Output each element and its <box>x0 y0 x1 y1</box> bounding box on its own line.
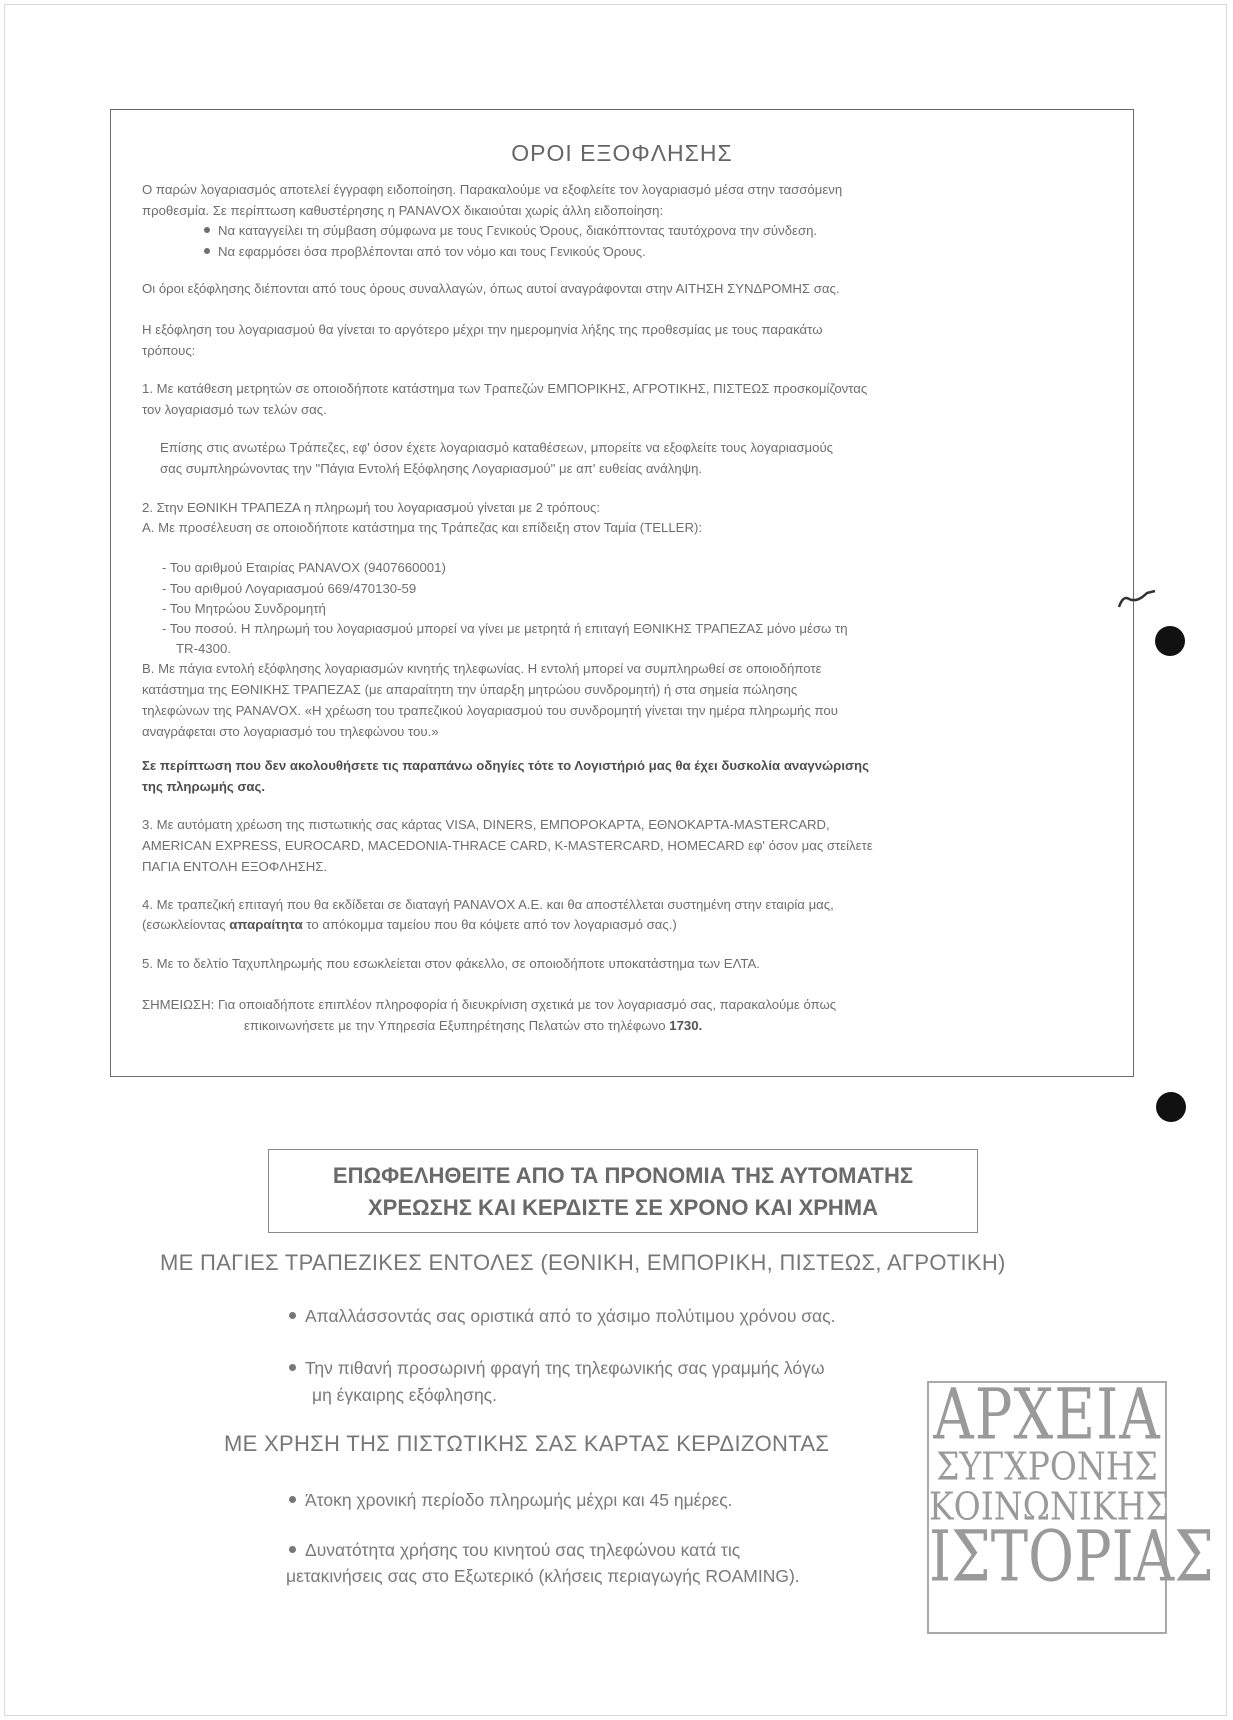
warning-line-1: Σε περίπτωση που δεν ακολουθήσετε τις παραπάνω οδηγίες τότε το Λογιστήριό μας θα έχει δυσκολία αναγνώρισης <box>142 758 869 773</box>
bullet-icon <box>289 1496 296 1503</box>
bullet-terminate <box>204 220 817 241</box>
item2-b-line-2: κατάστημα της ΕΘΝΙΚΗΣ ΤΡΑΠΕΖΑΣ (με απαραίτητη την ύπαρξη μητρώου συνδρομητή) ή στα σημεία πώλησης <box>142 682 798 697</box>
bullet-icon <box>204 248 210 254</box>
item4-text-bold: απαραίτητα <box>229 917 303 932</box>
item4-text-post: το απόκομμα ταμείου που θα κόψετε από τον λογαριασμό σας.) <box>302 917 677 932</box>
dash-subscriber-registry: - Του Μητρώου Συνδρομητή <box>162 601 326 616</box>
note-phone: 1730. <box>669 1018 703 1033</box>
payment-line-2: τρόπους: <box>142 343 196 358</box>
bullet-law <box>204 241 646 262</box>
item2-b-line-3: τηλεφώνων της PANAVOX. «Η χρέωση του τραπεζικού λογαριασμού του συνδρομητή γίνεται την ημέρα πληρωμής που <box>142 703 838 718</box>
note-line-1: ΣΗΜΕΙΩΣΗ: Για οποιαδήποτε επιπλέον πληροφορία ή διευκρίνιση σχετικά με τον λογαριασμό σας, παρακαλούμε όπως <box>142 997 837 1012</box>
credit-card-heading: ΜΕ ΧΡΗΣΗ ΤΗΣ ΠΙΣΤΩΤΙΚΗΣ ΣΑΣ ΚΑΡΤΑΣ ΚΕΡΔΙΖΟΝΤΑΣ <box>224 1431 830 1456</box>
bullet-icon <box>289 1364 296 1371</box>
credit-card-bullet-2-text: Δυνατότητα χρήσης του κινητού σας τηλεφώνου κατά τις <box>305 1540 741 1560</box>
item2-b-line-4: αναγράφεται στο λογαριασμό του τηλεφώνου του.» <box>142 724 439 739</box>
intro-line-1: Ο παρών λογαριασμός αποτελεί έγγραφη ειδοποίηση. Παρακαλούμε να εξοφλείτε τον λογαριασμό μέσα στην τασσόμενη <box>142 182 843 197</box>
promo-line-2: ΧΡΕΩΣΗΣ ΚΑΙ ΚΕΡΔΙΣΤΕ ΣΕ ΧΡΟΝΟ ΚΑΙ ΧΡΗΜΑ <box>367 1195 879 1220</box>
dash-amount-line-1: - Του ποσού. Η πληρωμή του λογαριασμού μπορεί να γίνει με μετρητά ή επιταγή ΕΘΝΙΚΗΣ ΤΡΑΠΕΖΑΣ μόνο μέσω τη <box>162 621 848 636</box>
payment-terms-box <box>110 109 1134 1077</box>
archive-stamp <box>927 1374 1214 1634</box>
credit-card-bullet-2 <box>289 1537 740 1564</box>
pen-mark <box>1115 585 1159 611</box>
dash-company-number: - Του αριθμού Εταιρίας PANAVOX (9407660001) <box>162 560 446 575</box>
standing-orders-heading: ΜΕ ΠΑΓΙΕΣ ΤΡΑΠΕΖΙΚΕΣ ΕΝΤΟΛΕΣ (ΕΘΝΙΚΗ, ΕΜΠΟΡΙΚΗ, ΠΙΣΤΕΩΣ, ΑΓΡΟΤΙΚΗ) <box>160 1250 1006 1275</box>
bullet-law-text: Να εφαρμόσει όσα προβλέπονται από τον νόμο και τους Γενικούς Όρους. <box>218 244 646 259</box>
item3-line-2: AMERICAN EXPRESS, EUROCARD, MACEDONIA-THRACE CARD, K-MASTERCARD, HOMECARD εφ' όσον μας στείλετε <box>142 838 873 853</box>
governing-terms: Οι όροι εξόφλησης διέπονται από τους όρους συναλλαγών, όπως αυτοί αναγράφονται στην ΑΙΤΗΣΗ ΣΥΝΔΡΟΜΗΣ σας. <box>142 281 840 296</box>
item3-line-3: ΠΑΓΙΑ ΕΝΤΟΛΗ ΕΞΟΦΛΗΣΗΣ. <box>142 859 328 874</box>
promo-line-1: ΕΠΩΦΕΛΗΘΕΙΤΕ ΑΠΟ ΤΑ ΠΡΟΝΟΜΙΑ ΤΗΣ ΑΥΤΟΜΑΤΗΣ <box>332 1163 914 1188</box>
stamp-line-1: ΑΡΧΕΙΑ <box>933 1374 1161 1456</box>
bullet-icon <box>289 1546 296 1553</box>
warning-line-2: της πληρωμής σας. <box>142 779 266 794</box>
item3-line-1: 3. Με αυτόματη χρέωση της πιστωτικής σας κάρτας VISA, DINERS, ΕΜΠΟΡΟΚΑΡΤΑ, ΕΘΝΟΚΑΡΤΑ-MASTERCARD, <box>142 817 830 832</box>
terms-title: ΟΡΟΙ ΕΞΟΦΛΗΣΗΣ <box>511 140 733 166</box>
item1-line-1: 1. Με κατάθεση μετρητών σε οποιοδήποτε κατάστημα των Τραπεζών ΕΜΠΟΡΙΚΗΣ, ΑΓΡΟΤΙΚΗΣ, ΠΙΣΤΕΩΣ προσκομίζοντας <box>142 381 868 396</box>
credit-card-bullet-1 <box>289 1487 733 1514</box>
standing-orders-bullet-2-text: Την πιθανή προσωρινή φραγή της τηλεφωνικής σας γραμμής λόγω <box>305 1358 825 1378</box>
bullet-terminate-text: Να καταγγείλει τη σύμβαση σύμφωνα με τους Γενικούς Όρους, διακόπτοντας ταυτόχρονα την σύνδεση. <box>218 223 818 238</box>
promo-box <box>268 1149 978 1233</box>
item2-line-1: 2. Στην ΕΘΝΙΚΗ ΤΡΑΠΕΖΑ η πληρωμή του λογαριασμού γίνεται με 2 τρόπους: <box>142 500 601 515</box>
bullet-icon <box>204 227 210 233</box>
dash-amount-line-2: TR-4300. <box>176 641 231 656</box>
credit-card-bullet-1-text: Άτοκη χρονική περίοδο πληρωμής μέχρι και 45 ημέρες. <box>305 1490 733 1510</box>
item2-b-line-1: Β. Με πάγια εντολή εξόφλησης λογαριασμών κινητής τηλεφωνίας. Η εντολή μπορεί να συμπληρωθεί σε οποιοδήποτε <box>142 661 822 676</box>
item2-a: Α. Με προσέλευση σε οποιοδήποτε κατάστημα της Τράπεζας και επίδειξη στον Ταμία (TELLER): <box>142 520 703 535</box>
item1-note-1: Επίσης στις ανωτέρω Τράπεζες, εφ' όσον έχετε λογαριασμό καταθέσεων, μπορείτε να εξοφλείτε τους λογαριασμούς <box>160 440 834 455</box>
bullet-icon <box>289 1312 296 1319</box>
punch-hole <box>1156 1092 1186 1122</box>
item5: 5. Με το δελτίο Ταχυπληρωμής που εσωκλείεται στον φάκελλο, σε οποιοδήποτε υποκατάστημα των ΕΛΤΑ. <box>142 956 760 971</box>
stamp-line-2: ΣΥΓΧΡΟΝΗΣ <box>936 1444 1158 1489</box>
item1-line-2: τον λογαριασμό των τελών σας. <box>142 402 327 417</box>
item4-line-1: 4. Με τραπεζική επιταγή που θα εκδίδεται σε διαταγή PANAVOX A.E. και θα αποστέλλεται συστημένη στην εταιρία μας, <box>142 897 834 912</box>
note-line-2 <box>244 1015 702 1036</box>
standing-orders-bullet-1-text: Απαλλάσσοντάς σας οριστικά από το χάσιμο πολύτιμου χρόνου σας. <box>305 1306 836 1326</box>
stamp-line-3: ΚΟΙΝΩΝΙΚΗΣ <box>929 1484 1169 1529</box>
standing-orders-bullet-2 <box>289 1355 825 1382</box>
standing-orders-bullet-1 <box>289 1303 835 1330</box>
note-text: επικοινωνήσετε με την Υπηρεσία Εξυπηρέτησης Πελατών στο τηλέφωνο <box>244 1018 670 1033</box>
item4-text-pre: (εσωκλείοντας <box>142 917 230 932</box>
stamp-line-4: ΙΣΤΟΡΙΑΣ <box>929 1516 1214 1598</box>
dash-account-number: - Του αριθμού Λογαριασμού 669/470130-59 <box>162 581 417 596</box>
item4-line-2 <box>142 914 677 935</box>
punch-hole <box>1155 626 1185 656</box>
credit-card-bullet-2-cont: μετακινήσεις σας στο Εξωτερικό (κλήσεις περιαγωγής ROAMING). <box>286 1566 800 1586</box>
intro-line-2: προθεσμία. Σε περίπτωση καθυστέρησης η PANAVOX δικαιούται χωρίς άλλη ειδοποίηση: <box>142 203 664 218</box>
payment-line-1: Η εξόφληση του λογαριασμού θα γίνεται το αργότερο μέχρι την ημερομηνία λήξης της προθεσμίας με τους παρακάτω <box>142 322 823 337</box>
item1-note-2: σας συμπληρώνοντας την "Πάγια Εντολή Εξόφλησης Λογαριασμού" με απ' ευθείας ανάληψη. <box>160 461 703 476</box>
standing-orders-bullet-2-cont: μη έγκαιρης εξόφλησης. <box>312 1385 497 1405</box>
